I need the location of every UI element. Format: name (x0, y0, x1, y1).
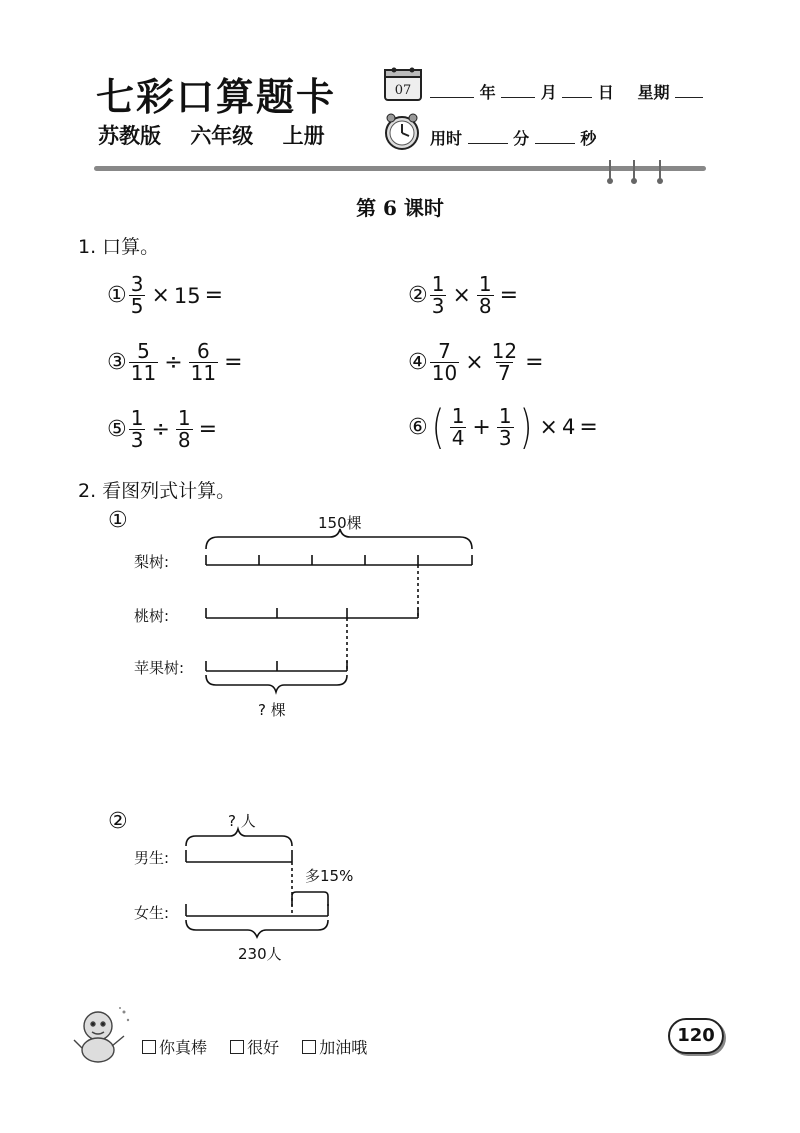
fraction: $\frac{1}{3}$ (130, 406, 144, 452)
fraction: $\frac{1}{3}$ (498, 403, 512, 450)
checkbox-icon[interactable] (230, 1040, 244, 1054)
fraction: $\frac{7}{10}$ (431, 339, 458, 385)
rating-great[interactable]: 你真棒 (142, 1038, 207, 1057)
apple-unknown-label: ? 棵 (258, 701, 286, 719)
fraction: $\frac{5}{11}$ (130, 339, 157, 385)
problem-3: ③ $\frac{5}{11}$ ÷ $\frac{6}{11}$ = (107, 339, 243, 385)
problem-1: ① $\frac{3}{5}$ × 15 = (107, 272, 224, 318)
year-blank[interactable] (430, 83, 474, 98)
q1-heading: 1. 口算。 (78, 236, 160, 258)
diagram1-index: ① (108, 508, 128, 533)
apple-row-label: 苹果树: (134, 659, 185, 677)
checkbox-icon[interactable] (302, 1040, 316, 1054)
q2-heading: 2. 看图列式计算。 (78, 480, 236, 502)
lesson-title: 第 6 课时 (356, 196, 444, 220)
boys-brace (186, 829, 292, 846)
fraction: $\frac{1}{4}$ (451, 403, 465, 450)
problem-5: ⑤ $\frac{1}{3}$ ÷ $\frac{1}{8}$ = (107, 406, 218, 452)
seconds-blank[interactable] (535, 129, 575, 144)
fraction: $\frac{1}{8}$ (478, 272, 492, 318)
apple-brace (206, 675, 347, 692)
fraction: $\frac{3}{5}$ (130, 272, 144, 318)
fraction: $\frac{6}{11}$ (190, 339, 217, 385)
rating-options (142, 1035, 385, 1058)
grade: 六年级 (190, 124, 254, 148)
volume: 上册 (282, 124, 325, 148)
fraction: $\frac{1}{3}$ (431, 272, 445, 318)
minutes-blank[interactable] (468, 129, 508, 144)
pear-row-label: 梨树: (134, 553, 170, 571)
edition: 苏教版 (98, 124, 161, 148)
boys-unknown-label: ? 人 (228, 812, 256, 830)
day-blank[interactable] (562, 83, 592, 98)
girls-total-label: 230人 (238, 945, 282, 963)
rating-keep-going[interactable]: 加油哦 (302, 1038, 367, 1057)
diagram1-bars (190, 525, 490, 695)
right-paren: ) (519, 400, 532, 454)
edition-line (98, 120, 347, 150)
problem-2: ② $\frac{1}{3}$ × $\frac{1}{8}$ = (408, 272, 519, 318)
header-divider (94, 160, 708, 188)
clock-icon (382, 112, 422, 152)
extra-brace (292, 892, 328, 906)
problem-6: ⑥ ( $\frac{1}{4}$ + $\frac{1}{3}$ ) × 4 = (408, 400, 598, 454)
pear-total-brace (206, 529, 472, 549)
calendar-day: 07 (394, 83, 412, 98)
diagram2-bars (180, 826, 340, 946)
extra-percent-label: 多15% (305, 867, 354, 885)
checkbox-icon[interactable] (142, 1040, 156, 1054)
weekday-blank[interactable] (675, 83, 703, 98)
month-blank[interactable] (501, 83, 535, 98)
rating-good[interactable]: 很好 (230, 1038, 279, 1057)
pear-total-label: 150棵 (318, 514, 362, 532)
brand-title: 七彩口算题卡 (96, 74, 337, 119)
time-row: 用时 分 秒 (430, 129, 597, 148)
peach-row-label: 桃树: (134, 607, 170, 625)
calendar-icon (383, 66, 423, 102)
date-row: 年 月 日 星期 (430, 80, 703, 103)
page-number: 120 (677, 1025, 715, 1046)
fraction: $\frac{1}{8}$ (177, 406, 191, 452)
left-paren: ( (431, 400, 444, 454)
girls-row-label: 女生: (134, 904, 170, 922)
boys-row-label: 男生: (134, 849, 170, 867)
diagram2-index: ② (108, 809, 128, 834)
mascot-icon (68, 1002, 134, 1068)
girls-brace (186, 920, 328, 937)
page-number-badge (668, 1018, 724, 1054)
fraction: $\frac{12}{7}$ (491, 339, 518, 385)
problem-4: ④ $\frac{7}{10}$ × $\frac{12}{7}$ = (408, 339, 544, 385)
